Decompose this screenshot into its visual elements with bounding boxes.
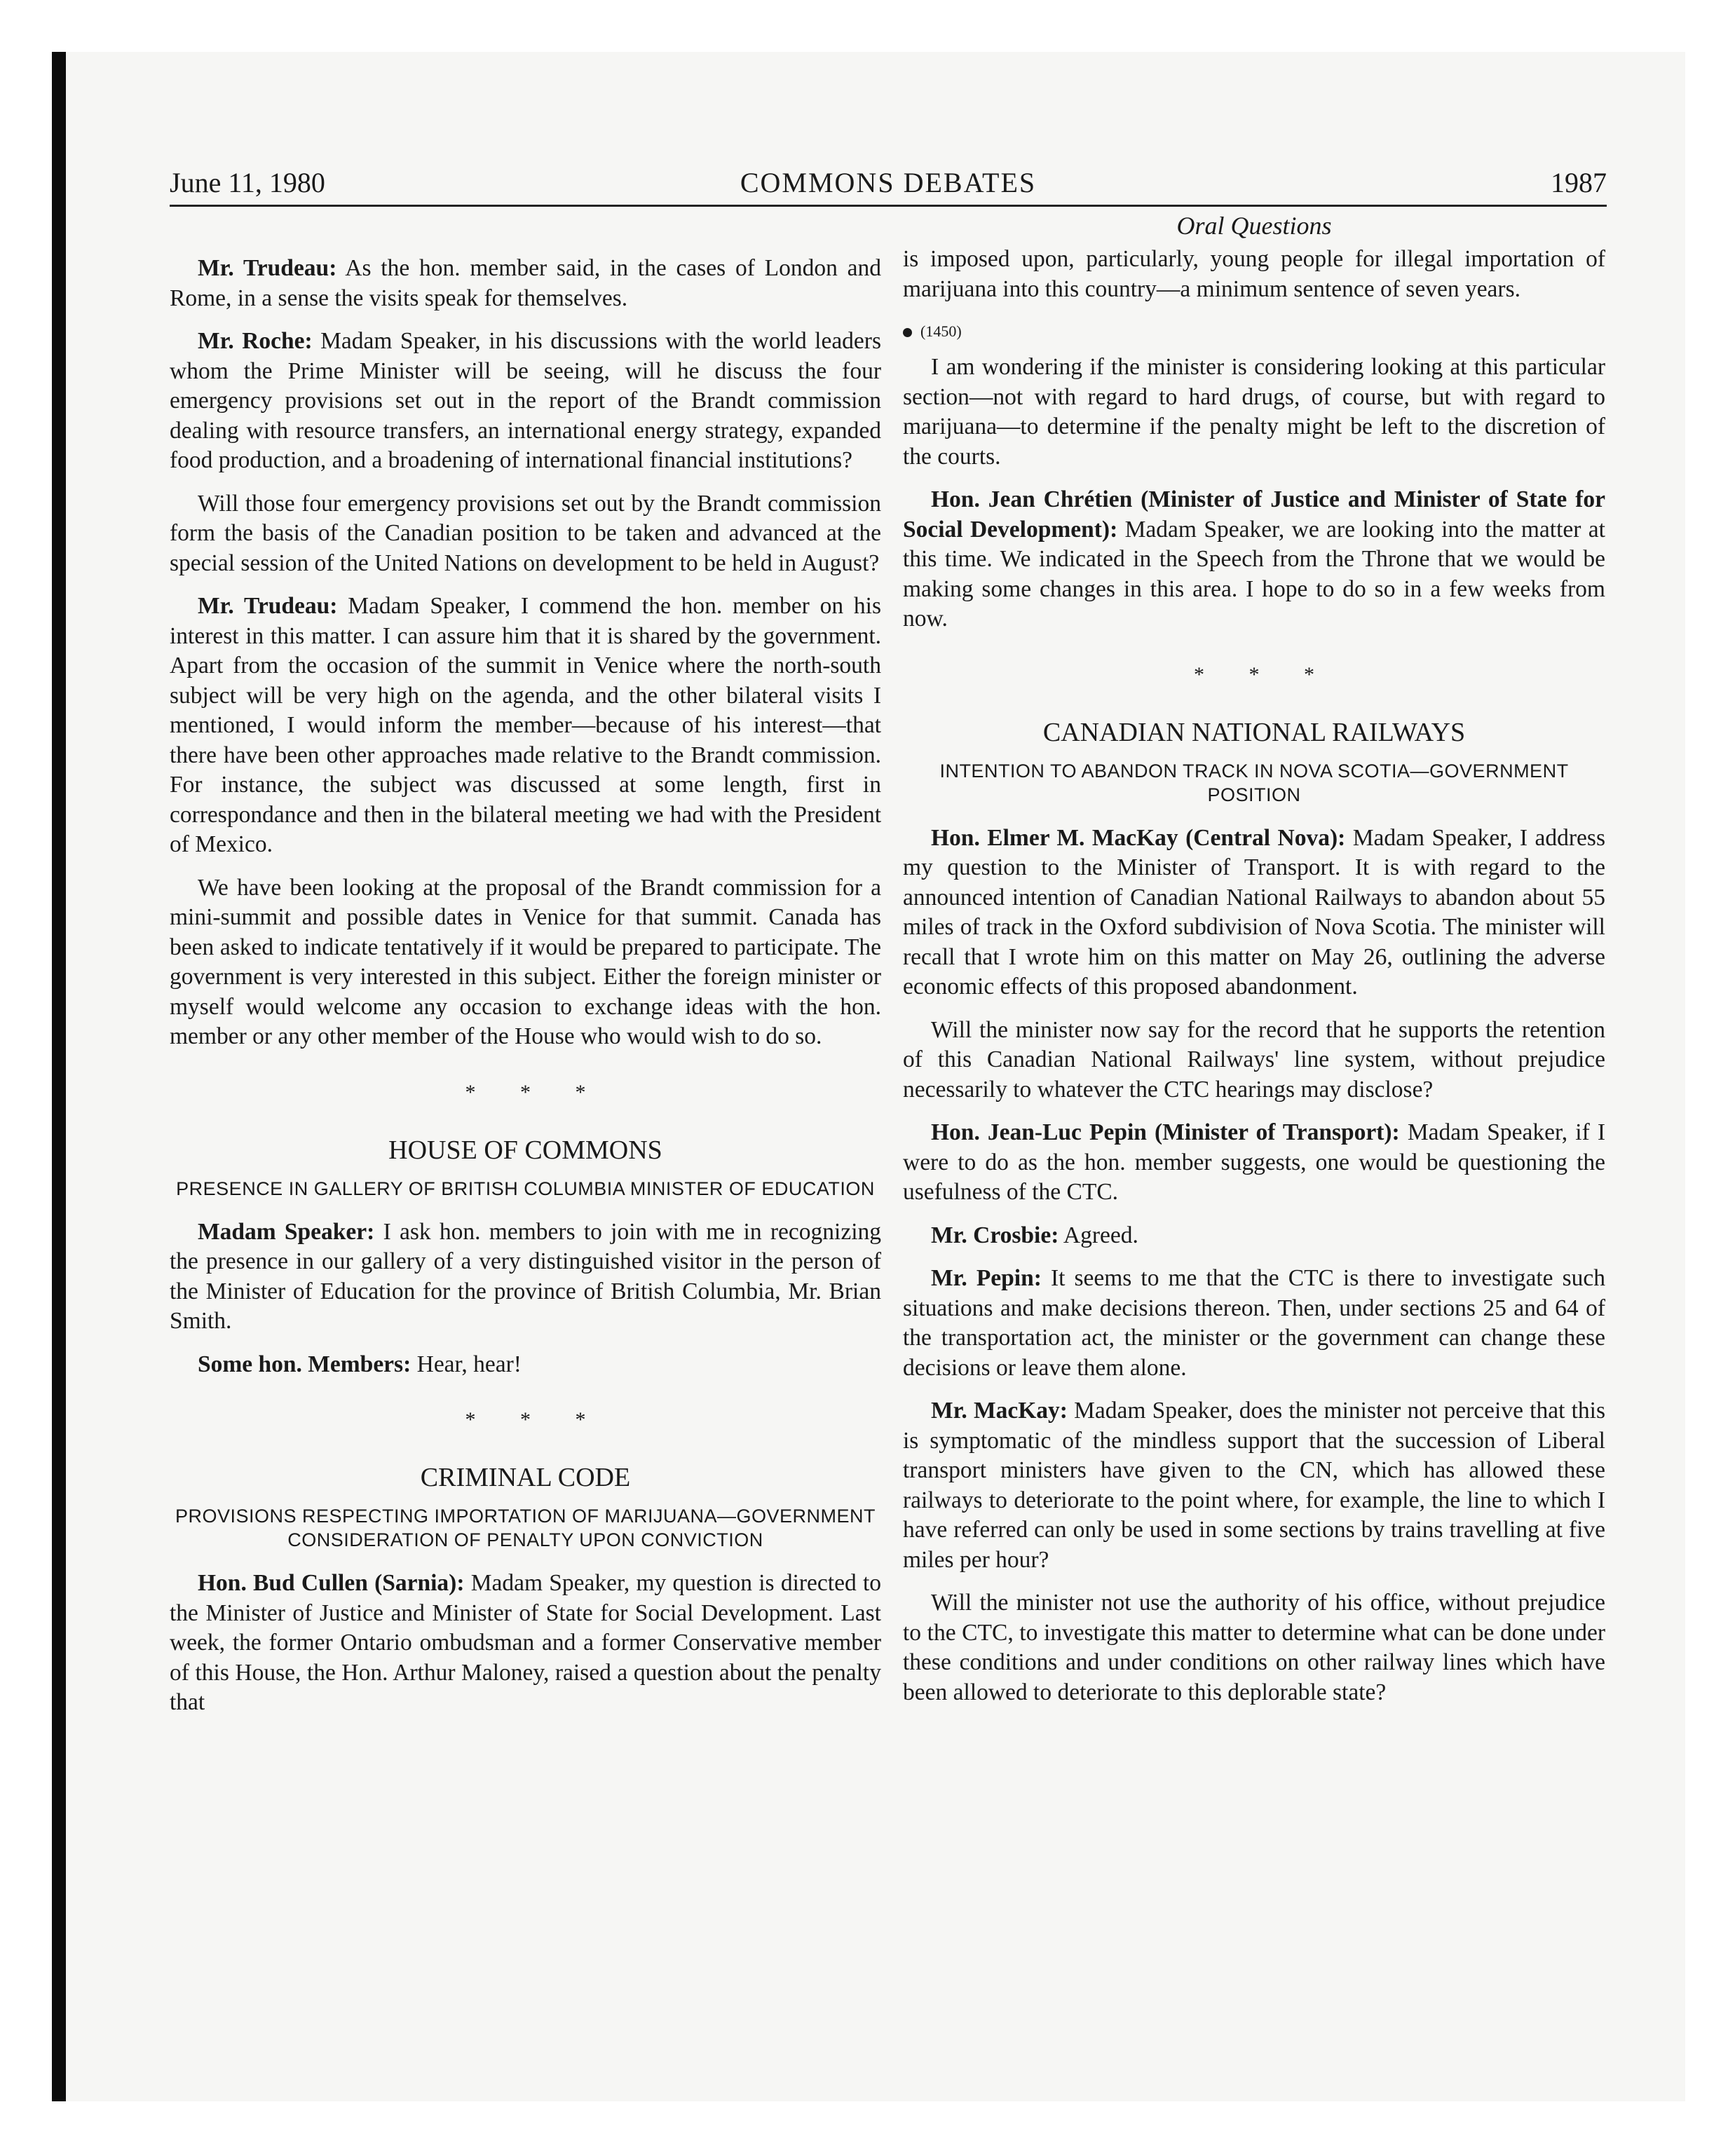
header-page-number: 1987 [1551, 167, 1607, 198]
paragraph [170, 873, 881, 1052]
speaker-name: Hon. Elmer M. MacKay (Central Nova): [931, 824, 1346, 851]
left-column [170, 210, 881, 1731]
speech-text: Hear, hear! [411, 1351, 522, 1377]
speech-text: Madam Speaker, I address my question to the Minister of Transport. It is with regard to the announced intention of Canadian National Railways to abandon about 55 miles of track in the Oxford subdivision of Nova Scotia. The minister will recall that I wrote him on this matter on May 26, outlining the adverse economic effects of this proposed abandonment. [903, 824, 1605, 999]
paragraph [903, 1221, 1605, 1251]
section-tag: Oral Questions [1176, 212, 1332, 240]
speech-text: Madam Speaker, we are looking into the matter at this time. We indicated in the Speech from the Throne that we would be making some changes in this area. I hope to do so in a few weeks from now. [903, 516, 1605, 632]
speech-text: Will the minister now say for the record that he supports the retention of this Canadian National Railways' line system, without prejudice necessarily to whatever the CTC hearings may disclose? [903, 1016, 1605, 1103]
paragraph [170, 592, 881, 860]
speech-text: Will the minister not use the authority of his office, without prejudice to the CTC, to investigate this matter to determine what can be done under these conditions and under conditions on other railway lines which have been allowed to deteriorate to this deplorable state? [903, 1590, 1605, 1705]
speech-text: Madam Speaker, I commend the hon. member on his interest in this matter. I can assure him that it is shared by the government. Apart from the occasion of the summit in Venice where the north-south subject will be very high on the agenda, and the other bilateral visits I mentioned, I would inform the member—because of his interest—that there have been other approaches made relative to the Brandt commission. For instance, the subject was discussed at some length, first in correspondance and then in the bilateral meeting we had with the President of Mexico. [170, 593, 882, 857]
paragraph [170, 1217, 881, 1337]
section-heading: HOUSE OF COMMONS [388, 1135, 662, 1165]
paragraph [170, 489, 881, 579]
speaker-name: Mr. MacKay: [931, 1398, 1068, 1424]
speech-text: I ask hon. members to join with me in recognizing the presence in our gallery of a very distinguished visitor in the person of the Minister of Education for the province of British Columbia, Mr. Brian Smith. [170, 1218, 881, 1334]
section-heading: CANADIAN NATIONAL RAILWAYS [1042, 717, 1466, 747]
right-column [903, 210, 1605, 1721]
speaker-name: Hon. Bud Cullen (Sarnia): [198, 1570, 465, 1596]
header-date: June 11, 1980 [170, 167, 325, 198]
section-subheading: INTENTION TO ABANDON TRACK IN NOVA SCOTIA—GOVERNMENT POSITION [939, 760, 1569, 805]
speaker-name: Some hon. Members: [198, 1351, 411, 1377]
speech-text: Madam Speaker, does the minister not perceive that this is symptomatic of the mindless support that the succession of Liberal transport ministers have given to the CN, which has allowed these railways to deteriorate to the point where, for example, the line to which I have referred can only be used in some sections by trains travelling at five miles per hour? [903, 1398, 1605, 1573]
paragraph [903, 824, 1605, 1002]
paragraph [903, 353, 1605, 472]
speech-text: Madam Speaker, my question is directed to the Minister of Justice and Minister of State for Social Development. Last week, the former Ontario ombudsman and a former Conservative member of this House, the Hon. Arthur Maloney, raised a question about the penalty that [170, 1570, 882, 1715]
speech-text: We have been looking at the proposal of the Brandt commission for a mini-summit and possible dates in Venice for that summit. Canada has been asked to indicate tentatively if it would be prepared to participate. The government is very interested in this subject. Either the foreign minister or myself would welcome any occasion to exchange ideas with the hon. member or any other member of the House who would wish to do so. [170, 874, 881, 1049]
speaker-name: Mr. Pepin: [931, 1265, 1042, 1291]
speaker-name: Hon. Jean Chrétien (Minister of Justice and Minister of State for Social Development): [903, 486, 1605, 543]
paragraph [903, 1118, 1605, 1208]
paragraph [170, 1350, 881, 1380]
paragraph [903, 1264, 1605, 1383]
paragraph [903, 1588, 1605, 1707]
section-separator: * * * [465, 1080, 606, 1104]
paragraph [170, 327, 881, 476]
page-header [170, 165, 1607, 207]
header-rule [170, 205, 1607, 207]
paragraph [903, 1396, 1605, 1575]
section-separator: * * * [1194, 662, 1334, 686]
paragraph [170, 1569, 881, 1718]
section-heading: CRIMINAL CODE [420, 1463, 631, 1492]
section-subheading: PRESENCE IN GALLERY OF BRITISH COLUMBIA MINISTER OF EDUCATION [176, 1178, 875, 1199]
header-publication: COMMONS DEBATES [740, 167, 1037, 198]
section-subheading: PROVISIONS RESPECTING IMPORTATION OF MARIJUANA—GOVERNMENT CONSIDERATION OF PENALTY UPON CONVICTION [175, 1506, 876, 1550]
speech-text: I am wondering if the minister is considering looking at this particular section—not with regard to hard drugs, of course, but with regard to marijuana—to determine if the penalty might be left to the discretion of the courts. [903, 354, 1605, 470]
speech-text: Will those four emergency provisions set out by the Brandt commission form the basis of the Canadian position to be taken and advanced at the special session of the United Nations on development to be held in August? [170, 490, 881, 576]
time-marker-text: (1450) [920, 322, 962, 340]
paragraph [903, 245, 1605, 304]
speech-text: Agreed. [1059, 1222, 1138, 1248]
speaker-name: Mr. Crosbie: [931, 1222, 1059, 1248]
speech-text: It seems to me that the CTC is there to investigate such situations and make decisions thereon. Then, under sections 25 and 64 of the transportation act, the minister or the government can change these decisions or leave them alone. [903, 1265, 1605, 1381]
paragraph [903, 1016, 1605, 1105]
paragraph [170, 254, 881, 313]
speech-text: is imposed upon, particularly, young people for illegal importation of marijuana into this country—a minimum sentence of seven years. [903, 246, 1605, 302]
speech-text: Madam Speaker, in his discussions with the world leaders whom the Prime Minister will be seeing, will he discuss the four emergency provisions set out in the report of the Brandt commission dealing with resource transfers, an international energy strategy, expanded food production, and a broadening of international financial institutions? [170, 328, 881, 473]
speaker-name: Hon. Jean-Luc Pepin (Minister of Transport): [931, 1119, 1400, 1145]
speech-text: Madam Speaker, if I were to do as the hon. member suggests, one would be questioning the usefulness of the CTC. [903, 1119, 1605, 1205]
speaker-name: Mr. Roche: [198, 328, 313, 354]
paragraph [903, 485, 1605, 634]
speaker-name: Mr. Trudeau: [198, 593, 338, 619]
time-marker [903, 318, 1605, 346]
speech-text: As the hon. member said, in the cases of London and Rome, in a sense the visits speak for themselves. [170, 255, 882, 311]
speaker-name: Madam Speaker: [198, 1218, 375, 1245]
speaker-name: Mr. Trudeau: [198, 255, 337, 281]
bullet-icon [903, 328, 912, 337]
section-separator: * * * [465, 1408, 606, 1431]
